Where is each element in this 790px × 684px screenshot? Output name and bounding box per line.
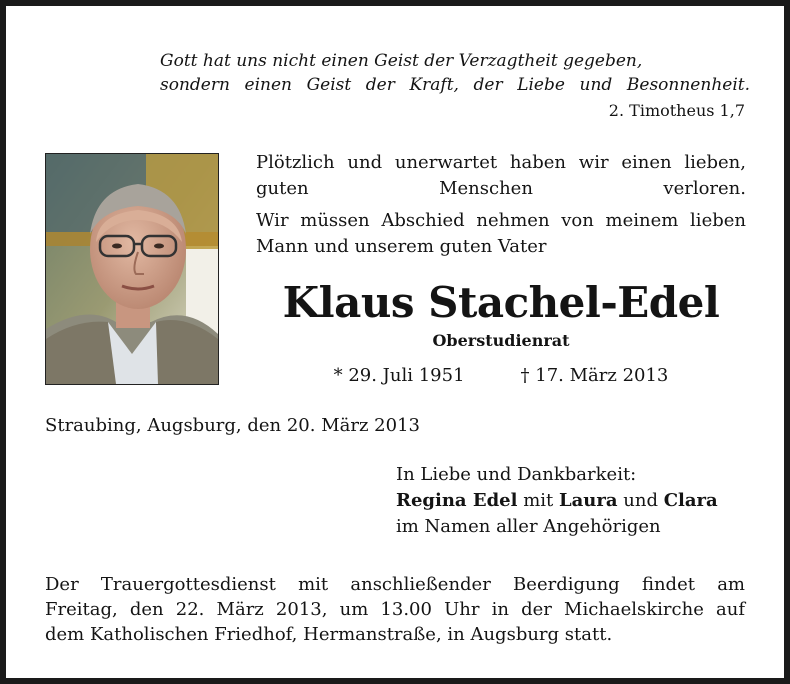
bible-verse [160,49,750,97]
service-line-1: Der Trauergottesdienst mit anschließender Beerdigung findet am [45,574,745,595]
mourner-name-2: Laura [558,490,618,511]
deceased-name: Klaus Stachel-Edel [282,278,720,327]
deceased-title: Oberstudienrat [432,331,570,350]
mourner-connector-2: und [623,490,658,511]
mourners [396,462,756,540]
portrait-photo [45,153,219,385]
bible-reference: 2. Timotheus 1,7 [608,101,745,120]
life-dates [256,364,746,388]
mourners-intro: In Liebe und Dankbarkeit: [396,464,637,485]
birth-date: * 29. Juli 1951 [333,365,465,386]
service-line-3: dem Katholischen Friedhof, Hermanstraße, in Augsburg statt. [45,624,613,645]
mourner-connector-1: mit [523,490,554,511]
intro-paragraph-1: Plötzlich und unerwartet haben wir einen lieben, guten Menschen verloren. [256,152,746,199]
mourner-name-3: Clara [663,490,718,511]
obituary-notice [6,6,784,678]
place-and-date: Straubing, Augsburg, den 20. März 2013 [45,415,420,436]
mourners-relatives: im Namen aller Angehörigen [396,516,661,537]
mourners-names [396,488,756,514]
bible-verse-line-1: Gott hat uns nicht einen Geist der Verzagtheit gegeben, [160,51,643,71]
funeral-service-info [45,572,745,647]
mourner-name-1: Regina Edel [396,490,518,511]
service-line-2: Freitag, den 22. März 2013, um 13.00 Uhr in der Michaelskirche auf [45,599,745,620]
death-date: † 17. März 2013 [520,365,669,386]
intro-paragraph-2: Wir müssen Abschied nehmen von meinem lieben Mann und unserem guten Vater [256,210,746,257]
bible-verse-line-2: sondern einen Geist der Kraft, der Liebe und Besonnenheit. [160,75,750,95]
intro-text [256,150,746,266]
